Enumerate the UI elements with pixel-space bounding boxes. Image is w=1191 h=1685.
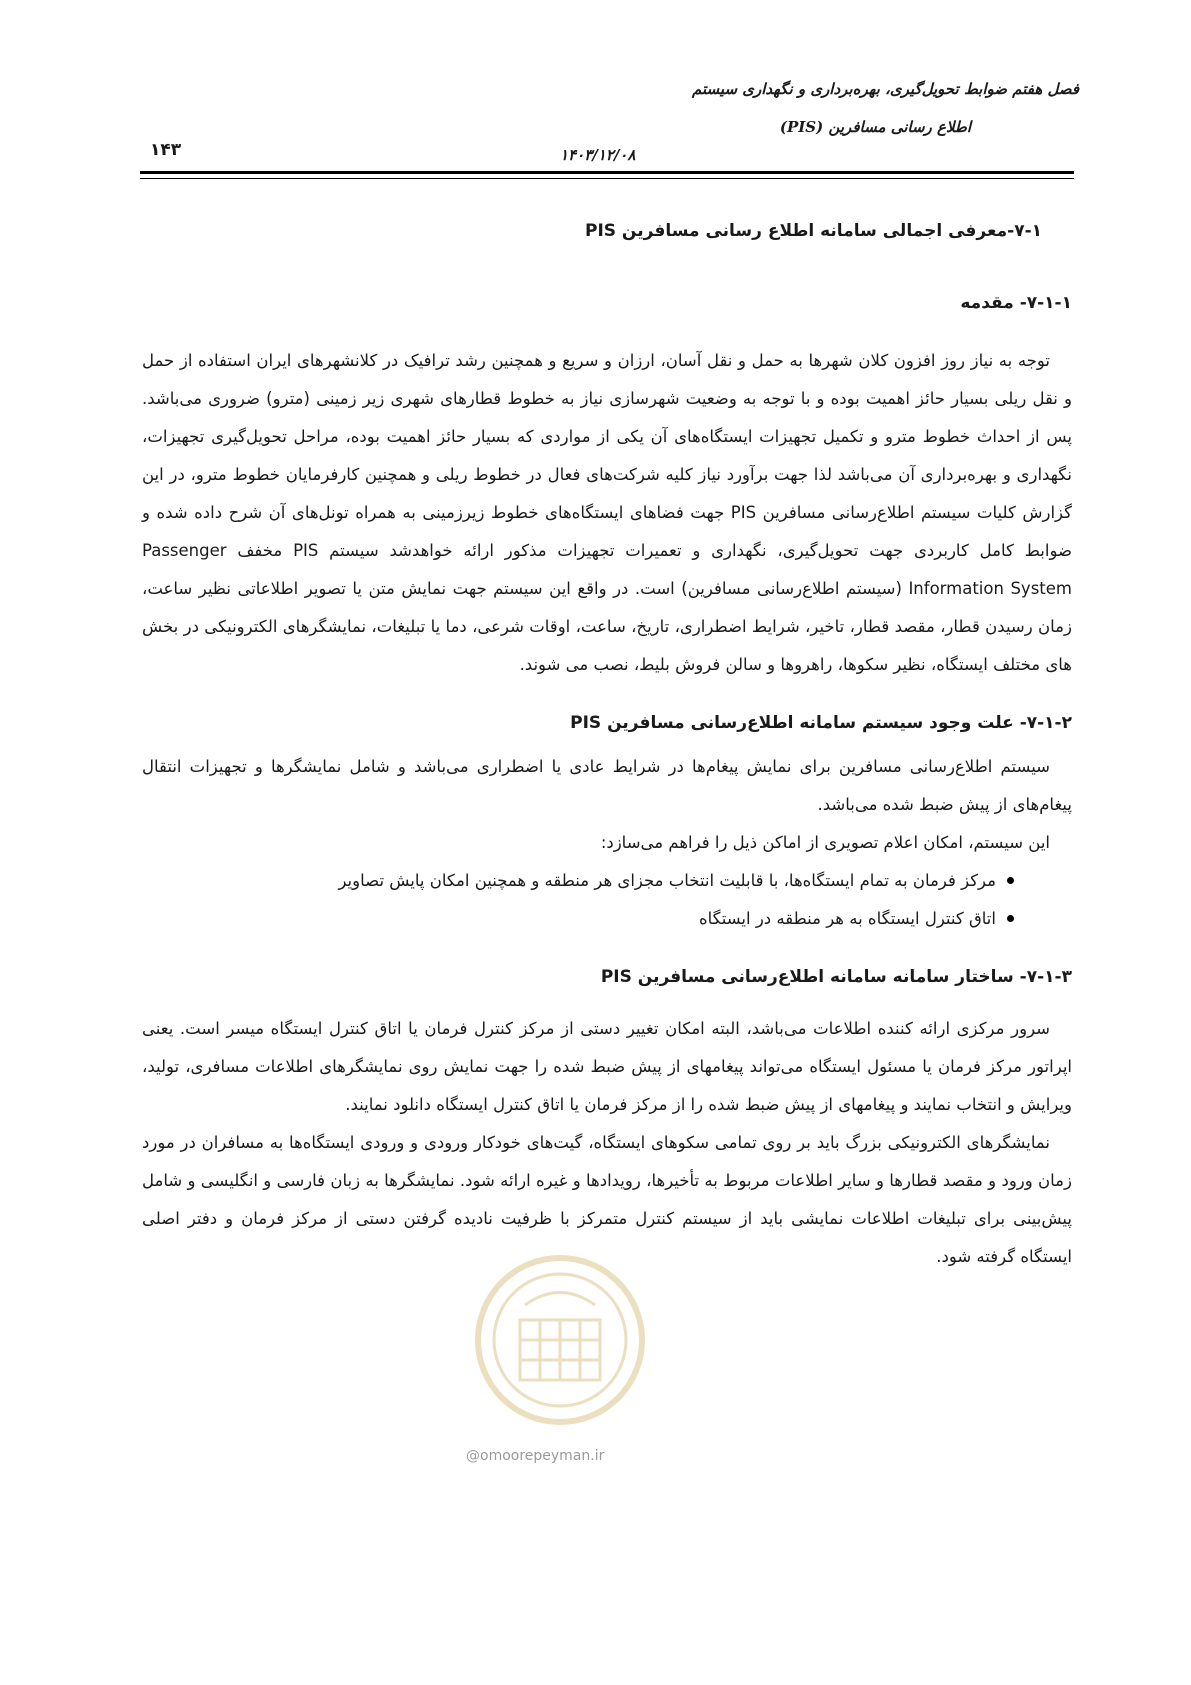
subsection-heading-structure: ۷-۱-۳- ساختار سامانه سامانه اطلاع‌رسانی مسافرین PIS [600, 967, 1072, 987]
subsection-heading-intro: ۷-۱-۱- مقدمه [960, 293, 1072, 313]
bullet-icon [1007, 915, 1014, 922]
header-system-name: اطلاع رسانی مسافرین (PIS) [779, 118, 971, 136]
watermark-text: @omoorepeyman.ir [466, 1448, 605, 1464]
reason-list-intro: این سیستم، امکان اعلام تصویری از اماکن ذیل را فراهم می‌سازد: [600, 833, 1050, 852]
structure-paragraph-2: نمایشگرهای الکترونیکی بزرگ باید بر روی تمامی سکوهای ایستگاه، گیت‌های خودکار ورودی و ورودی ایستگاه‌ها به مسافران در مورد زمان ورود و مقصد قطارها و سایر اطلاعات مربوط به تأخیرها، رویدادها و غیره ارائه شود. نمایشگرها به زبان فارسی و انگلیسی و شامل پیش‌بینی برای تبلیغات اطلاعات نمایشی باید از سیستم کنترل متمرکز با ظرفیت نادیده گرفتن دستی از مرکز فرمان و دفتر اصلی ایستگاه گرفته شود. [142, 1133, 1072, 1266]
document-body [142, 212, 1072, 1276]
section-heading: ۷-۱-معرفی اجمالی سامانه اطلاع رسانی مسافرین PIS [584, 221, 1042, 241]
reason-bullet-list [142, 862, 1072, 938]
page-number: ۱۴۳ [150, 140, 182, 160]
header-rule-thin [140, 178, 1074, 179]
header-chapter-title: فصل هفتم ضوابط تحویل‌گیری، بهره‌برداری و نگهداری سیستم [692, 80, 1079, 98]
header-date: ۱۴۰۳/۱۲/۰۸ [560, 146, 636, 164]
structure-paragraph-1: سرور مرکزی ارائه کننده اطلاعات می‌باشد، البته امکان تغییر دستی از مرکز کنترل فرمان یا اتاق کنترل ایستگاه میسر است. یعنی اپراتور مرکز فرمان یا مسئول ایستگاه می‌تواند پیغامهای از پیش ضبط شده را جهت نمایش روی نمایشگرهای اطلاعات مسافری، تولید، ویرایش و انتخاب نمایند و پیغامهای از پیش ضبط شده را از مرکز فرمان یا اتاق کنترل ایستگاه دانلود نمایند. [142, 1019, 1072, 1114]
intro-paragraph: توجه به نیاز روز افزون کلان شهرها به حمل و نقل آسان، ارزان و سریع و همچنین رشد ترافیک در کلانشهرهای ایران استفاده از حمل و نقل ریلی بسیار حائز اهمیت بوده و با توجه به وضعیت شهرسازی نیاز به خطوط قطارهای شهری زیر زمینی (مترو) ضروری می‌باشد. پس از احداث خطوط مترو و تکمیل تجهیزات ایستگاه‌های آن یکی از مواردی که بسیار حائز اهمیت بوده، مراحل تحویل‌گیری تجهیزات، نگهداری و بهره‌برداری آن می‌باشد لذا جهت برآورد نیاز کلیه شرکت‌های فعال در خطوط ریلی و همچنین کارفرمایان خطوط مترو، در این گزارش کلیات سیستم اطلاع‌رسانی مسافرین PIS جهت فضاهای ایستگاه‌های خطوط زیرزمینی به همراه تونل‌های آن شرح داده شده و ضوابط کامل کاربردی جهت تحویل‌گیری، نگهداری و تعمیرات تجهیزات مذکور ارائه خواهدشد سیستم PIS مخفف Passenger Information System (سیستم اطلاع‌رسانی مسافرین) است. در واقع این سیستم جهت نمایش متن یا تصویر اطلاعاتی نظیر ساعت، زمان رسیدن قطار، مقصد قطار، تاخیر، شرایط اضطراری، تاریخ، ساعت، اوقات شرعی، دما یا تبلیغات، نمایشگرهای الکترونیکی در بخش های مختلف ایستگاه، نظیر سکوها، راهروها و سالن فروش بلیط، نصب می شوند. [142, 351, 1073, 674]
list-item: اتاق کنترل ایستگاه به هر منطقه در ایستگاه [142, 900, 1072, 938]
list-item: مرکز فرمان به تمام ایستگاه‌ها، با قابلیت انتخاب مجزای هر منطقه و همچنین امکان پایش تصاویر [142, 862, 1072, 900]
header-rule-thick [140, 171, 1074, 174]
bullet-icon [1007, 877, 1014, 884]
subsection-heading-reason: ۷-۱-۲- علت وجود سیستم سامانه اطلاع‌رسانی مسافرین PIS [570, 713, 1072, 733]
watermark-logo-icon [470, 1250, 650, 1430]
reason-paragraph: سیستم اطلاع‌رسانی مسافرین برای نمایش پیغام‌ها در شرایط عادی یا اضطراری می‌باشد و شامل نمایشگرها و تجهیزات انتقال پیغام‌های از پیش ضبط شده می‌باشد. [142, 757, 1072, 814]
